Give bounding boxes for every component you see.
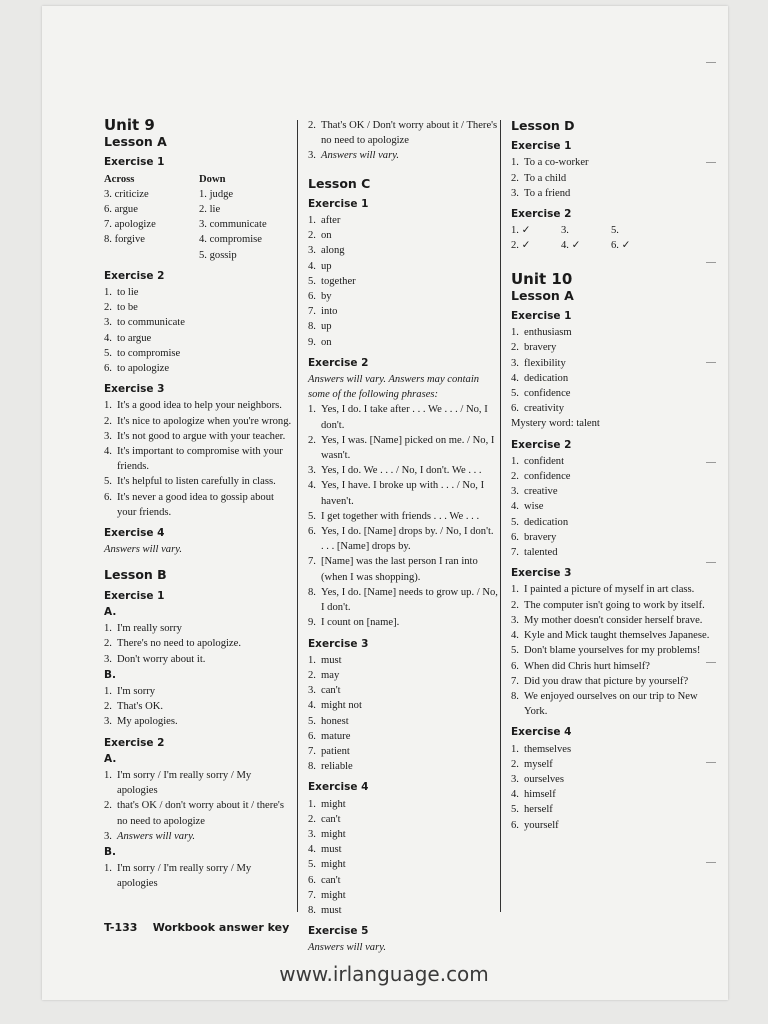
list-item: 3. creative (511, 486, 558, 498)
exercise-heading: Exercise 4 (104, 527, 165, 540)
watermark: www.irlanguage.com (279, 962, 489, 986)
list-item: 1. themselves (511, 743, 572, 755)
list-item: 2. bravery (511, 342, 557, 354)
list-item: 5. dedication (511, 516, 569, 528)
list-item: 7. might (308, 889, 346, 901)
list-item: 6. by (308, 291, 332, 303)
list-item: 9. on (308, 336, 332, 348)
edge-mark (706, 62, 716, 63)
list-item: 3. might (308, 828, 346, 840)
exercise-heading: Exercise 2 (511, 208, 572, 221)
list-item: 6. Yes, I do. [Name] drops by. / No, I don't. . . . [Name] drops by. (308, 526, 494, 553)
lesson-heading: Lesson D (511, 118, 575, 133)
part-label: B. (104, 845, 116, 858)
list-item: 2. It's nice to apologize when you're wrong. (104, 415, 292, 427)
edge-mark (706, 862, 716, 863)
list-item: 6. It's never a good idea to gossip about your friends. (104, 491, 274, 518)
crossword-answers (104, 172, 294, 263)
list-item: 8. Yes, I do. [Name] needs to grow up. / No, I don't. (308, 586, 498, 614)
list-item: 3. communicate (199, 219, 267, 231)
list-item: 4. to argue (104, 332, 152, 344)
list-item: 3. To a friend (511, 187, 571, 199)
exercise-heading: Exercise 2 (104, 269, 165, 282)
exercise-heading: Exercise 1 (104, 589, 165, 602)
list-item: 1. I'm sorry / I'm really sorry / My apologies (104, 769, 252, 797)
list-item: 1. I painted a picture of myself in art class. (511, 584, 695, 596)
list-item: 3. Answers will vary. (308, 150, 399, 162)
tick-item: 6. ✓ (611, 240, 631, 252)
list-item: 3. criticize (104, 188, 149, 200)
list-item: 5. I get together with friends . . . We . . . (308, 510, 480, 522)
mystery-word: Mystery word: talent (511, 418, 600, 430)
column-divider-left (297, 120, 298, 912)
list-item: 6. yourself (511, 819, 559, 831)
lesson-heading: Lesson C (308, 175, 371, 191)
list-item: 5. herself (511, 804, 553, 816)
list-item: 2. can't (308, 813, 341, 825)
list-item: 3. to communicate (104, 317, 185, 329)
list-item: 3. along (308, 245, 345, 257)
page-number: T-133 (104, 921, 138, 934)
list-item: 6. When did Chris hurt himself? (511, 660, 650, 672)
exercise-heading: Exercise 1 (511, 310, 572, 323)
list-item: 2. lie (199, 204, 221, 216)
list-item: 5. to compromise (104, 347, 181, 359)
list-item: 1. might (308, 798, 346, 810)
list-item: 3. Answers will vary. (104, 830, 195, 842)
part-label: B. (104, 668, 116, 681)
list-item: 4. Yes, I have. I broke up with . . . / No, I haven't. (308, 480, 485, 507)
list-item: 2. Yes, I was. [Name] picked on me. / No, I wasn't. (308, 434, 495, 462)
across-list (104, 172, 199, 263)
list-item: 4. himself (511, 789, 556, 801)
lesson-heading: Lesson B (104, 567, 167, 583)
list-item: 3. flexibility (511, 357, 566, 369)
list-item: 4. It's important to compromise with your friends. (104, 446, 283, 473)
list-item: 4. dedication (511, 372, 569, 384)
list-item: 8. We enjoyed ourselves on our trip to New York. (511, 690, 698, 718)
column-3 (511, 118, 711, 833)
list-item: 8. must (308, 904, 342, 916)
tick-item: 3. (561, 225, 569, 237)
list-item: 1. confident (511, 455, 565, 467)
list-item: 5. It's helpful to listen carefully in class. (104, 476, 276, 488)
list-item: 6. can't (308, 874, 341, 886)
tick-item: 2. ✓ (511, 240, 531, 252)
exercise-heading: Exercise 1 (511, 140, 572, 153)
list-item: 4. compromise (199, 234, 262, 246)
list-item: 8. forgive (104, 234, 145, 246)
list-item: 7. apologize (104, 219, 156, 231)
exercise-heading: Exercise 1 (104, 156, 165, 169)
list-item: 5. together (308, 275, 356, 287)
list-item: 2. myself (511, 758, 553, 770)
list-item: 2. may (308, 669, 340, 681)
list-item: 2. That's OK / Don't worry about it / There's no need to apologize (308, 120, 498, 147)
list-item: 5. gossip (199, 249, 237, 261)
list-item: 2. that's OK / don't worry about it / there's no need to apologize (104, 800, 284, 827)
list-item: 3. Yes, I do. We . . . / No, I don't. We . . . (308, 465, 482, 477)
exercise-heading: Exercise 3 (308, 637, 369, 650)
list-item: 2. to be (104, 302, 138, 314)
column-2 (308, 118, 498, 956)
list-item: 1. I'm really sorry (104, 623, 182, 635)
list-item: 1. To a co-worker (511, 157, 589, 169)
tick-item: 5. (611, 225, 619, 237)
unit-heading: Unit 9 (104, 116, 155, 134)
exercise-heading: Exercise 5 (308, 925, 369, 938)
list-item: 8. up (308, 321, 332, 333)
list-item: 1. It's a good idea to help your neighbors. (104, 400, 282, 412)
list-item: 1. to lie (104, 287, 139, 299)
answer-note: Answers will vary. (104, 544, 182, 556)
exercise-heading: Exercise 2 (104, 736, 165, 749)
list-item: 7. into (308, 306, 338, 318)
list-item: 7. patient (308, 745, 350, 757)
list-item: 7. [Name] was the last person I ran into (when I was shopping). (308, 556, 478, 583)
part-label: A. (104, 752, 117, 765)
exercise-heading: Exercise 2 (511, 438, 572, 451)
across-heading: Across (104, 173, 135, 185)
list-item: 4. must (308, 844, 342, 856)
down-heading: Down (199, 173, 226, 185)
list-item: 7. talented (511, 547, 558, 559)
list-item: 4. Kyle and Mick taught themselves Japanese. (511, 630, 710, 642)
list-item: 7. Did you draw that picture by yourself? (511, 675, 689, 687)
list-item: 2. on (308, 230, 332, 242)
column-divider-right (500, 120, 501, 912)
answer-note: Answers will vary. Answers may contain some of the following phrases: (308, 374, 480, 401)
part-label: A. (104, 605, 117, 618)
lesson-heading: Lesson A (104, 134, 167, 150)
list-item: 2. To a child (511, 172, 567, 184)
list-item: 3. Don't worry about it. (104, 653, 206, 665)
list-item: 1. I'm sorry (104, 685, 156, 697)
bleed-through-left (200, 70, 300, 110)
list-item: 3. My mother doesn't consider herself brave. (511, 614, 703, 626)
exercise-heading: Exercise 2 (308, 356, 369, 369)
column-1 (104, 118, 294, 892)
list-item: 1. Yes, I do. I take after . . . We . . . / No, I don't. (308, 404, 488, 431)
list-item: 5. confidence (511, 388, 571, 400)
down-list (199, 172, 294, 263)
list-item: 5. honest (308, 715, 349, 727)
lesson-heading: Lesson A (511, 287, 574, 303)
footer-title: Workbook answer key (152, 921, 290, 934)
list-item: 3. ourselves (511, 773, 565, 785)
list-item: 1. enthusiasm (511, 327, 572, 339)
list-item: 5. Don't blame yourselves for my problems! (511, 645, 701, 657)
answer-note: Answers will vary. (308, 942, 386, 954)
list-item: 2. confidence (511, 471, 571, 483)
list-item: 6. argue (104, 204, 138, 216)
exercise-heading: Exercise 1 (308, 197, 369, 210)
exercise-heading: Exercise 4 (308, 781, 369, 794)
tick-grid (511, 223, 661, 253)
list-item: 1. I'm sorry / I'm really sorry / My apologies (104, 863, 252, 890)
list-item: 4. up (308, 260, 332, 272)
list-item: 8. reliable (308, 761, 353, 773)
list-item: 5. might (308, 859, 346, 871)
list-item: 1. judge (199, 188, 234, 200)
list-item: 3. It's not good to argue with your teacher. (104, 430, 286, 442)
exercise-heading: Exercise 4 (511, 726, 572, 739)
exercise-heading: Exercise 3 (511, 567, 572, 580)
list-item: 2. That's OK. (104, 701, 164, 713)
list-item: 4. wise (511, 501, 544, 513)
list-item: 3. can't (308, 685, 341, 697)
tick-item: 1. ✓ (511, 225, 531, 237)
list-item: 1. after (308, 215, 341, 227)
tick-item: 4. ✓ (561, 240, 581, 252)
list-item: 4. might not (308, 700, 362, 712)
list-item: 2. The computer isn't going to work by itself. (511, 599, 705, 611)
list-item: 2. There's no need to apologize. (104, 638, 241, 650)
list-item: 1. must (308, 654, 342, 666)
exercise-heading: Exercise 3 (104, 383, 165, 396)
bleed-through-right (620, 70, 700, 110)
list-item: 6. mature (308, 730, 351, 742)
list-item: 6. creativity (511, 403, 565, 415)
list-item: 6. bravery (511, 531, 557, 543)
list-item: 9. I count on [name]. (308, 617, 400, 629)
list-item: 6. to apologize (104, 363, 170, 375)
page-footer (104, 921, 289, 934)
unit-heading: Unit 10 (511, 269, 573, 288)
list-item: 3. My apologies. (104, 716, 178, 728)
